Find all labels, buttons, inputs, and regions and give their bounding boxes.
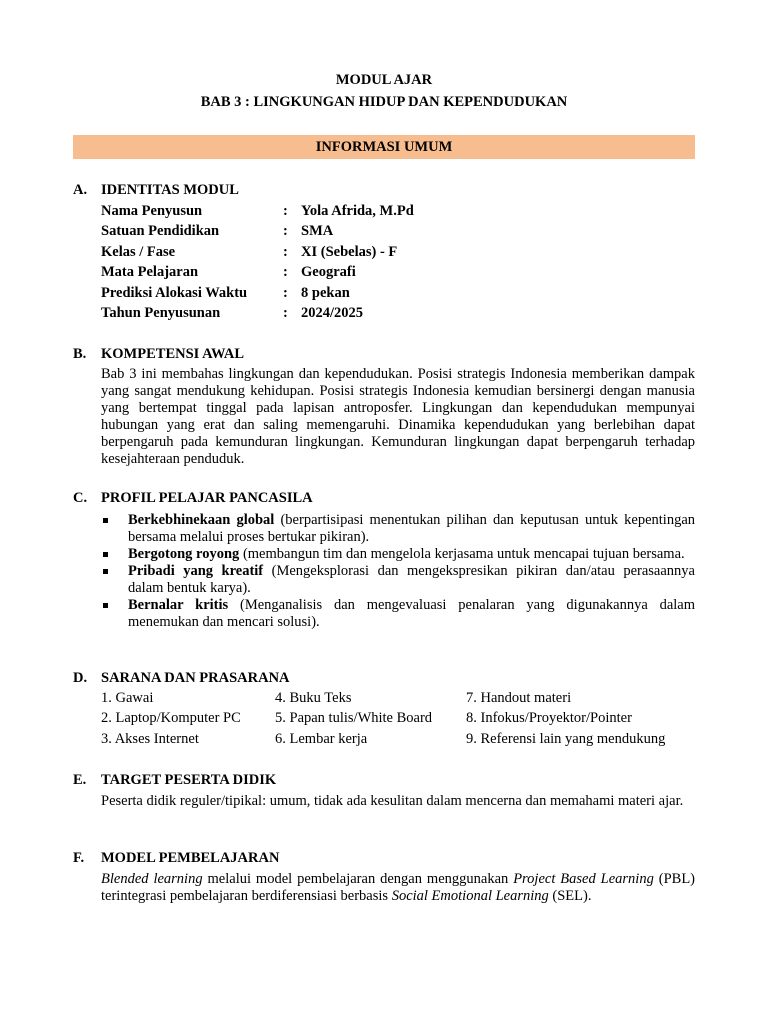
identity-label: Prediksi Alokasi Waktu	[101, 285, 248, 301]
bullet-square-icon	[103, 552, 108, 557]
section-b-paragraph: Bab 3 ini membahas lingkungan dan kependudukan. Posisi strategis Indonesia memberikan dampak yang sangat mendukung kehidupan. Posisi strategis Indonesia kemudian bersinergi dengan manusia yang bertempat tinggal pada lapisan antroposfer. Lingkungan dan kependudukan mempunyai hubungan yang erat dan saling memengaruhi. Dinamika kependudukan yang berlebihan dapat berpengaruh pada kemunduran lingkungan. Kemunduran lingkungan dapat berpengaruh terhadap kesejahteraan penduduk.	[101, 366, 695, 467]
section-e-heading	[73, 772, 276, 789]
profile-list-item	[101, 597, 695, 631]
identity-separator: :	[283, 264, 288, 280]
identity-separator: :	[283, 223, 288, 239]
info-banner-label: INFORMASI UMUM	[315, 138, 453, 155]
facility-item: 1. Gawai	[101, 690, 154, 706]
bullet-square-icon	[103, 518, 108, 523]
profile-list-item	[101, 546, 695, 563]
identity-label: Mata Pelajaran	[101, 264, 199, 280]
profile-term: Pribadi yang kreatif	[128, 563, 264, 579]
section-b-letter: B.	[73, 346, 87, 362]
section-f-heading	[73, 850, 279, 867]
section-f-title: MODEL PEMBELAJARAN	[101, 850, 280, 866]
identity-label: Nama Penyusun	[101, 203, 203, 219]
model-text: melalui model pembelajaran dengan menggunakan	[202, 871, 514, 887]
bullet-square-icon	[103, 569, 108, 574]
section-e-paragraph: Peserta didik reguler/tipikal: umum, tidak ada kesulitan dalam mencerna dan memahami materi ajar.	[101, 793, 684, 809]
section-e-letter: E.	[73, 772, 87, 788]
profile-description: (membangun tim dan mengelola kerjasama untuk mencapai tujuan bersama.	[239, 546, 685, 562]
section-a-heading	[73, 182, 239, 199]
model-term-pbl: Project Based Learning	[513, 871, 654, 887]
facility-item: 7. Handout materi	[466, 690, 572, 706]
section-e-title: TARGET PESERTA DIDIK	[101, 772, 277, 788]
identity-value: Yola Afrida, M.Pd	[301, 203, 414, 219]
section-a-title: IDENTITAS MODUL	[101, 182, 239, 198]
profile-list-item	[101, 563, 695, 597]
identity-value: SMA	[301, 223, 334, 239]
identity-label: Satuan Pendidikan	[101, 223, 220, 239]
profile-term: Bergotong royong	[128, 546, 240, 562]
identity-label: Kelas / Fase	[101, 244, 176, 260]
section-f-paragraph	[101, 871, 695, 905]
bullet-square-icon	[103, 603, 108, 608]
facility-item: 2. Laptop/Komputer PC	[101, 710, 241, 726]
identity-separator: :	[283, 244, 288, 260]
identity-value: Geografi	[301, 264, 356, 280]
section-f-letter: F.	[73, 850, 85, 866]
profile-list	[101, 512, 695, 631]
document-subtitle: BAB 3 : LINGKUNGAN HIDUP DAN KEPENDUDUKAN	[200, 94, 568, 110]
identity-value: XI (Sebelas) - F	[301, 244, 398, 260]
model-text: (SEL).	[548, 888, 592, 904]
identity-label: Tahun Penyusunan	[101, 305, 221, 321]
facility-item: 6. Lembar kerja	[275, 731, 368, 747]
identity-separator: :	[283, 285, 288, 301]
section-d-letter: D.	[73, 670, 88, 686]
identity-separator: :	[283, 305, 288, 321]
identity-separator: :	[283, 203, 288, 219]
profile-term: Bernalar kritis	[128, 597, 229, 613]
section-d-title: SARANA DAN PRASARANA	[101, 670, 290, 686]
facility-item: 9. Referensi lain yang mendukung	[466, 731, 666, 747]
section-b-heading	[73, 346, 244, 363]
section-a-letter: A.	[73, 182, 88, 198]
section-c-title: PROFIL PELAJAR PANCASILA	[101, 490, 313, 506]
identity-value: 8 pekan	[301, 285, 350, 301]
section-b-title: KOMPETENSI AWAL	[101, 346, 245, 362]
info-banner	[73, 135, 695, 159]
facility-item: 3. Akses Internet	[101, 731, 199, 747]
document-title: MODUL AJAR	[335, 72, 433, 88]
facility-item: 5. Papan tulis/White Board	[275, 710, 433, 726]
section-c-heading	[73, 490, 313, 507]
model-term-blended: Blended learning	[101, 871, 203, 887]
profile-description: (Menganalisis dan mengevaluasi penalaran yang digunakannya dalam menemukan dan mencari solusi).	[128, 597, 696, 630]
profile-list-item	[101, 512, 695, 546]
profile-description: (Mengeksplorasi dan mengekspresikan pikiran dan/atau perasaannya dalam bentuk karya).	[128, 563, 695, 596]
profile-term: Berkebhinekaan global	[128, 512, 275, 528]
model-text: (PBL) terintegrasi pembelajaran berdiferensiasi berbasis	[101, 871, 696, 904]
facility-item: 4. Buku Teks	[275, 690, 352, 706]
section-c-letter: C.	[73, 490, 88, 506]
section-d-heading	[73, 670, 290, 687]
model-term-sel: Social Emotional Learning	[391, 888, 549, 904]
facility-item: 8. Infokus/Proyektor/Pointer	[466, 710, 632, 726]
profile-description: (berpartisipasi menentukan pilihan dan keputusan untuk kepentingan bersama melalui proses bertukar pikiran).	[128, 512, 696, 545]
identity-value: 2024/2025	[301, 305, 364, 321]
